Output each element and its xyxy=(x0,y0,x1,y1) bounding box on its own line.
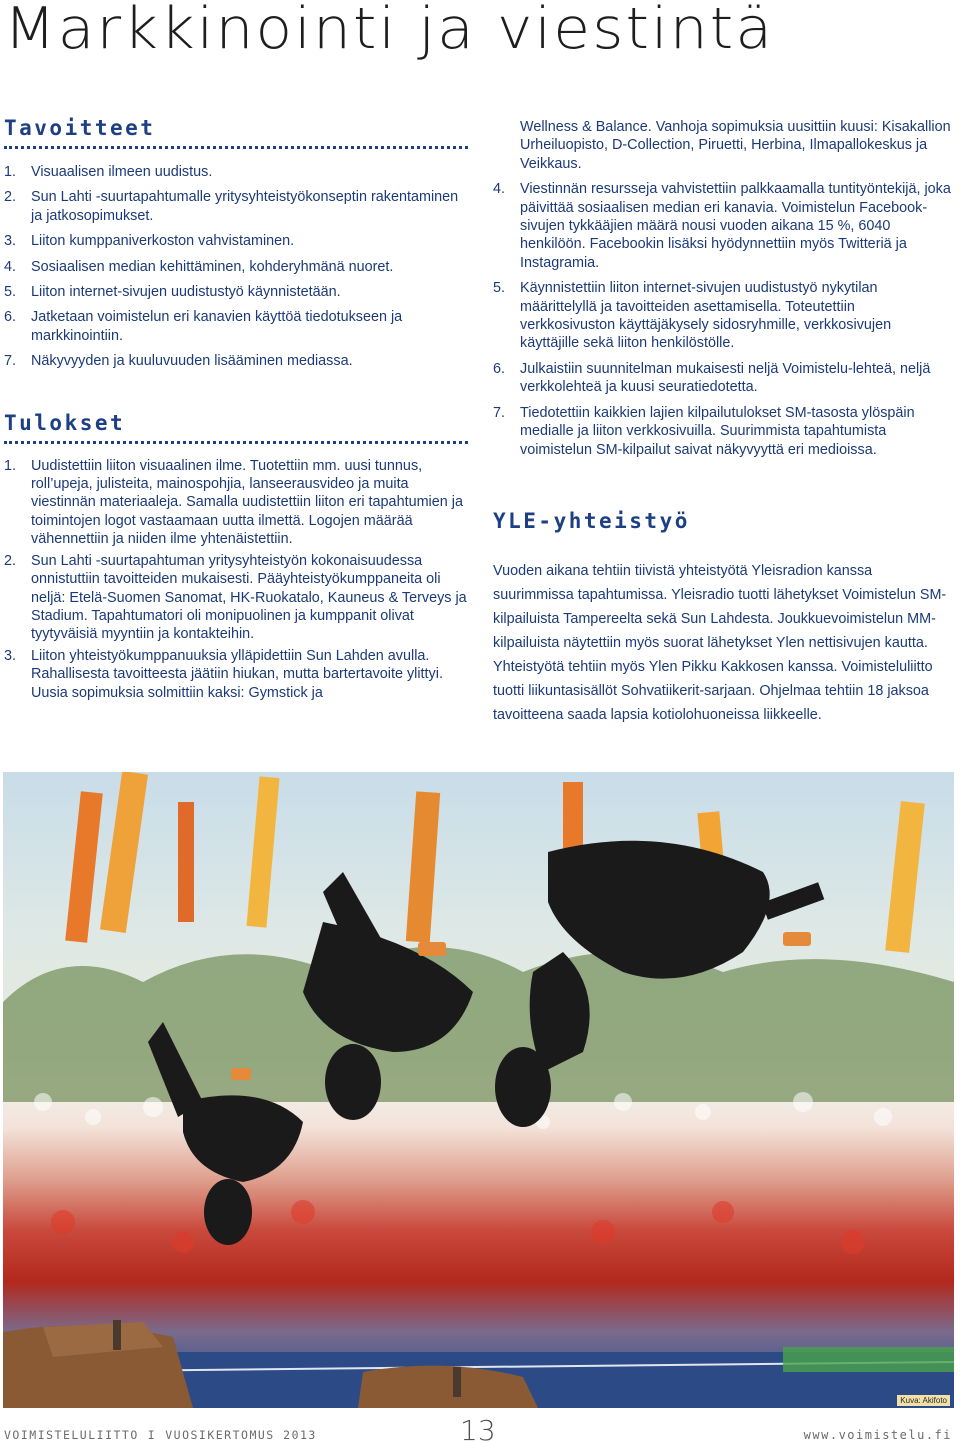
left-column xyxy=(4,116,468,705)
list-item xyxy=(4,163,468,181)
item-text: Liiton kumppaniverkoston vahvistaminen. xyxy=(31,233,295,250)
results-list-continued xyxy=(493,118,953,459)
item-number: 2. xyxy=(4,552,17,569)
item-number: 6. xyxy=(4,309,17,326)
item-text: Sun Lahti -suurtapahtumalle yritysyhteistyökonseptin rakentaminen ja jatkosopimukset. xyxy=(31,189,459,224)
item-number: 2. xyxy=(4,189,17,206)
item-text: Liiton yhteistyökumppanuuksia ylläpidettiin Sun Lahden avulla. Rahallisesta tavoitteesta jäätiin hiukan, mutta bartertavoite ylittyi. Uusia sopimuksia solmittiin kaksi: Gymstick ja xyxy=(31,647,443,701)
item-text: Jatketaan voimistelun eri kanavien käyttöä tiedotukseen ja markkinointiin. xyxy=(31,309,403,344)
gymnasts-photo xyxy=(3,772,954,1408)
right-column xyxy=(493,118,953,728)
footer-separator: I xyxy=(147,1428,157,1442)
item-number: 7. xyxy=(493,404,506,421)
list-item xyxy=(493,279,953,353)
flags xyxy=(65,772,925,953)
list-item xyxy=(4,258,468,276)
list-item xyxy=(4,647,468,702)
item-number: 5. xyxy=(4,284,17,301)
list-item xyxy=(493,404,953,459)
list-item xyxy=(4,283,468,301)
list-item xyxy=(4,308,468,345)
item-text: Liiton internet-sivujen uudistustyö käynnistetään. xyxy=(31,284,341,301)
yle-paragraph: Vuoden aikana tehtiin tiivistä yhteistyötä Yleisradion kanssa suurimmissa tapahtumissa. Yleisradio tuotti lähetykset Voimistelun SM-kilpailuista Tampereelta sekä Sun Lahdesta. Joukkuevoimistelun MM-kilpailuista näytettiin myös suorat lähetykset Ylen nettisivujen kautta. Yhteistyötä tehtiin myös Ylen Pikku Kakkosen kanssa. Voimisteluliitto tuotti liikuntasisällöt Sohvatiikerit-sarjaan. Ohjelmaa tehtiin 18 jaksoa tavoitteena saada lapsia kotiolohuoneissa liikkeelle. xyxy=(493,562,947,724)
item-number: 1. xyxy=(4,164,17,180)
item-number: 5. xyxy=(493,280,506,297)
yle-heading: YLE-yhteistyö xyxy=(493,508,690,533)
item-number: 6. xyxy=(493,360,506,377)
page-number: 13 xyxy=(460,1414,496,1442)
item-number: 1. xyxy=(4,457,17,474)
footer-url[interactable]: www.voimistelu.fi xyxy=(803,1428,952,1442)
item-number: 3. xyxy=(4,233,17,250)
item-text: Visuaalisen ilmeen uudistus. xyxy=(31,164,213,180)
footer-publication xyxy=(4,1428,317,1442)
item-text: Uudistettiin liiton visuaalinen ilme. Tuotettiin mm. uusi tunnus, roll’upeja, julisteita, mainospohjia, lanseerausvideo ja muita viestinnän materiaaleja. Samalla uudistettiin liiton eri tapahtumien ja toimintojen logot vastaamaan uutta ilmettä. Logojen määrää vähennettiin ja niiden ilme yhtenäistettiin. xyxy=(31,457,463,548)
list-item xyxy=(493,360,953,397)
list-item xyxy=(493,180,953,272)
list-item xyxy=(4,457,468,549)
item-number: 4. xyxy=(493,181,506,198)
list-item xyxy=(4,232,468,250)
item-text: Sosiaalisen median kehittäminen, kohderyhmänä nuoret. xyxy=(31,258,394,275)
photo-illustration xyxy=(3,772,954,1408)
list-item xyxy=(4,552,468,644)
item-text: Näkyvyyden ja kuuluvuuden lisääminen mediassa. xyxy=(31,353,353,370)
item-text: Tiedotettiin kaikkien lajien kilpailutulokset SM-tasosta ylöspäin medialle ja liiton verkkosivuilla. Suurimmista tapahtumista voimistelun SM-kilpailut saivat näkyvyyttä eri medioissa. xyxy=(520,404,915,458)
item-text: Julkaistiin suunnitelman mukaisesti neljä Voimistelu-lehteä, neljä verkkolehteä ja kuusi seuratiedotetta. xyxy=(520,360,931,396)
page-title: Markkinointi ja viestintä xyxy=(4,0,775,62)
footer-report: VUOSIKERTOMUS 2013 xyxy=(165,1428,317,1442)
item-number: 3. xyxy=(4,647,17,664)
item-number: 4. xyxy=(4,258,17,275)
item-text: Viestinnän resursseja vahvistettiin palkkaamalla tuntityöntekijä, joka päivittää sosiaalisen median eri kanavia. Voimistelun Facebook-sivujen tykkääjien määrä nousi vuoden aikana 15 %, 6040 henkilöön. Facebookin lisäksi hyödynnettiin myös Twitteriä ja Instagramia. xyxy=(520,181,951,271)
results-list xyxy=(4,457,468,702)
list-item xyxy=(4,352,468,370)
results-heading: Tulokset xyxy=(4,411,468,444)
item-text: Wellness & Balance. Vanhoja sopimuksia uusittiin kuusi: Kisakallion Urheiluopisto, D-Collection, Piruetti, Herbina, Ilmapallokeskus ja Veikkaus. xyxy=(520,119,951,172)
item-text: Käynnistettiin liiton internet-sivujen uudistustyö nykytilan määrittelyllä ja tavoitteiden asettamisella. Toteutettiin verkkosivuston käyttäjäkysely sidosryhmille, verkkosivujen käyttäjille sekä liiton henkilöstölle. xyxy=(520,280,892,352)
list-item xyxy=(4,188,468,225)
list-item-continuation xyxy=(493,118,953,173)
item-number: 7. xyxy=(4,353,17,370)
photo-credit: Kuva: Akifoto xyxy=(897,1395,950,1406)
goals-heading: Tavoitteet xyxy=(4,116,468,149)
item-text: Sun Lahti -suurtapahtuman yritysyhteistyön kokonaisuudessa onnistuttiin tavoitteiden mukaisesti. Pääyhteistyökumppaneita oli neljä: Etelä-Suomen Sanomat, HK-Ruokatalo, Kauneus & Terveys ja Stadium. Tapahtumatori oli monipuolinen ja kumppanit olivat tyytyväisiä myyntiin ja kontakteihin. xyxy=(31,552,467,643)
footer-org: VOIMISTELULIITTO xyxy=(4,1428,139,1442)
goals-list xyxy=(4,163,468,371)
